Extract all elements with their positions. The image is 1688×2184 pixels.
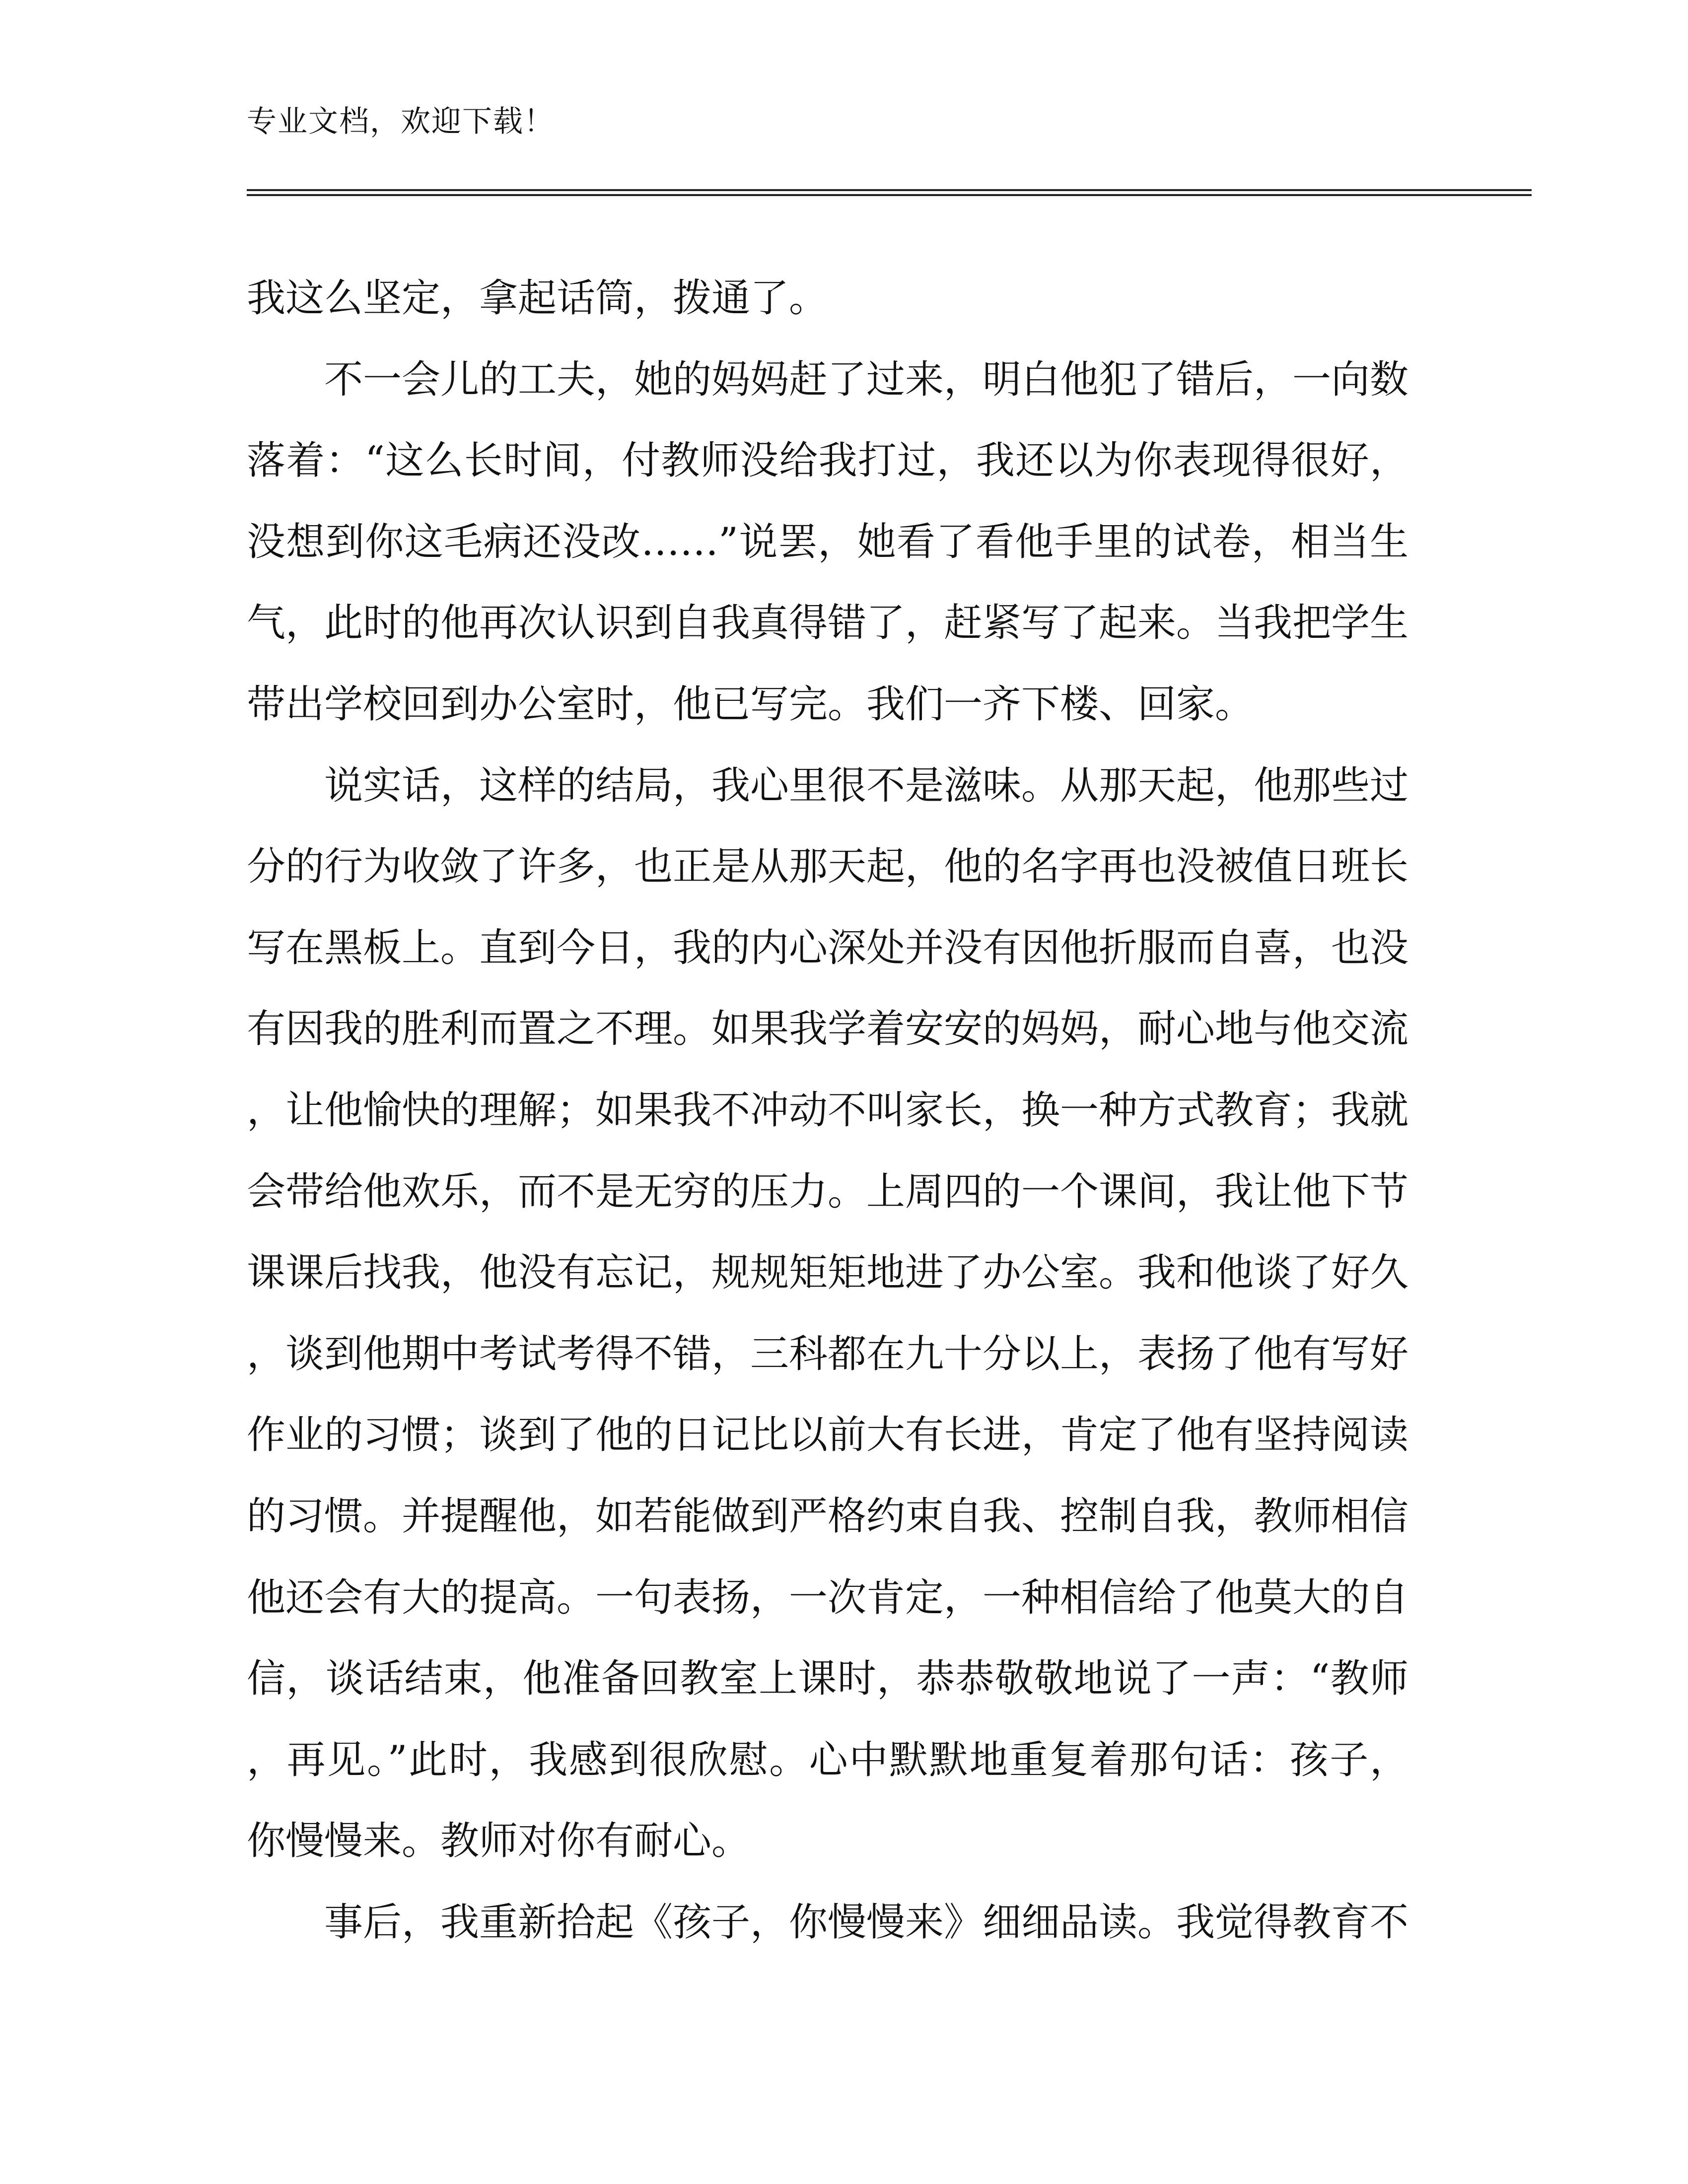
text-line: 气，此时的他再次认识到自我真得错了，赶紧写了起来。当我把学生 (247, 601, 1409, 646)
text-line: 说实话，这样的结局，我心里很不是滋味。从那天起，他那些过 (324, 763, 1409, 808)
text-line: 会带给他欢乐，而不是无穷的压力。上周四的一个课间，我让他下节 (247, 1169, 1409, 1214)
text-line: 作业的习惯；谈到了他的日记比以前大有长进，肯定了他有坚持阅读 (247, 1413, 1409, 1458)
text-line: 落着：“这么长时间，付教师没给我打过，我还以为你表现得很好， (247, 438, 1408, 483)
text-line: 课课后找我，他没有忘记，规规矩矩地进了办公室。我和他谈了好久 (247, 1250, 1409, 1296)
text-line: 没想到你这毛病还没改……”说罢，她看了看他手里的试卷，相当生 (247, 519, 1408, 564)
text-line: 不一会儿的工夫，她的妈妈赶了过来，明白他犯了错后，一向数 (324, 357, 1409, 402)
text-line: 写在黑板上。直到今日，我的内心深处并没有因他折服而自喜，也没 (247, 925, 1409, 970)
text-line: 信，谈话结束，他准备回教室上课时，恭恭敬敬地说了一声：“教师 (247, 1656, 1408, 1702)
text-line: 他还会有大的提高。一句表扬，一次肯定，一种相信给了他莫大的自 (247, 1575, 1409, 1620)
text-line: 你慢慢来。教师对你有耐心。 (247, 1819, 751, 1864)
text-line: 分的行为收敛了许多，也正是从那天起，他的名字再也没被值日班长 (247, 844, 1409, 889)
text-line: ，让他愉快的理解；如果我不冲动不叫家长，换一种方式教育；我就 (247, 1088, 1409, 1133)
document-body (247, 258, 1408, 1963)
text-line: ，再见。”此时，我感到很欣慰。心中默默地重复着那句话：孩子， (247, 1737, 1408, 1782)
text-line: 带出学校回到办公室时，他已写完。我们一齐下楼、回家。 (247, 682, 1254, 727)
text-line: 我这么坚定，拿起话筒，拨通了。 (247, 276, 828, 321)
header-double-rule (247, 189, 1532, 196)
text-line: 有因我的胜利而置之不理。如果我学着安安的妈妈，耐心地与他交流 (247, 1007, 1409, 1052)
text-line: 事后，我重新拾起《孩子，你慢慢来》细细品读。我觉得教育不 (324, 1900, 1409, 1945)
text-line: ，谈到他期中考试考得不错，三科都在九十分以上，表扬了他有写好 (247, 1331, 1409, 1376)
page-header-title: 专业文档，欢迎下载！ (247, 104, 555, 139)
text-line: 的习惯。并提醒他，如若能做到严格约束自我、控制自我，教师相信 (247, 1494, 1409, 1539)
